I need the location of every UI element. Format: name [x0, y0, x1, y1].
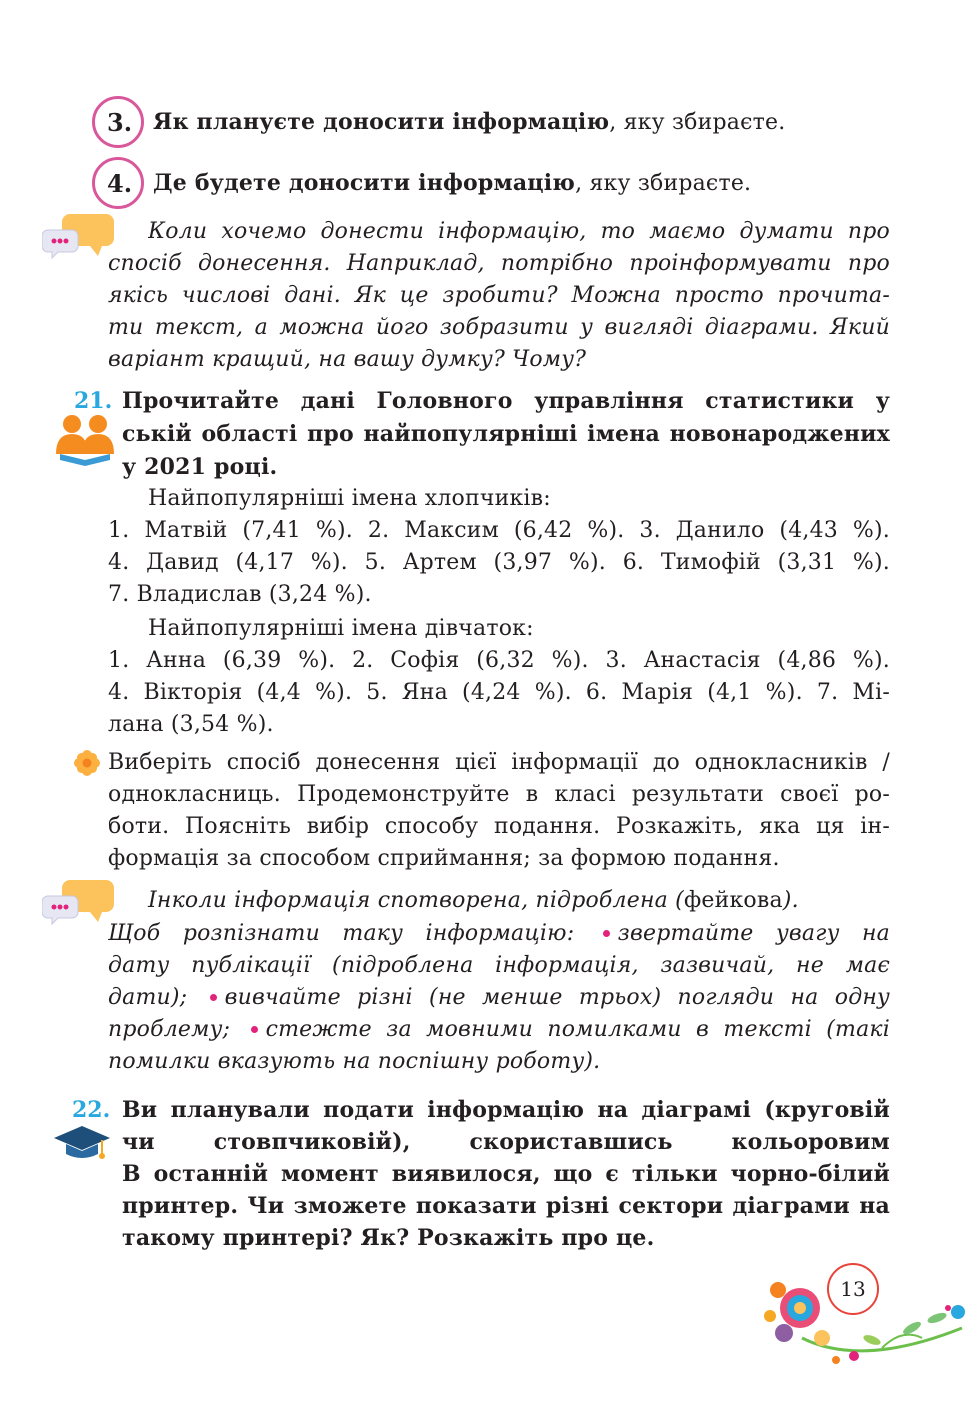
boys-names-line: 1. Матвій (7,41 %). 2. Максим (6,42 %). 3. Данило (4,43 %).: [108, 518, 890, 543]
note-1-line: спосіб донесення. Наприклад, потрібно проінформувати про: [108, 251, 890, 276]
note-2-line: [108, 1014, 890, 1046]
page-number: 13: [827, 1263, 879, 1315]
boys-names-line: 7. Владислав (3,24 %).: [108, 582, 372, 607]
task-22-line: В останній момент виявилося, що є тільки чорно-білий: [122, 1161, 890, 1187]
girls-names-line: лана (3,54 %).: [108, 712, 274, 737]
item-number: 3.: [107, 108, 133, 137]
note-2-text: Інколи інформація спотворена, підроблена (: [148, 888, 684, 913]
question-3: [153, 106, 785, 139]
task-number: 21.: [74, 388, 113, 414]
note-2-text: проблему;: [108, 1017, 231, 1042]
assignment-line: Виберіть спосіб донесення цієї інформації до однокласників /: [108, 750, 890, 775]
note-2-line: [148, 885, 799, 917]
question-4-bold: Де будете доносити інформацію: [153, 170, 576, 196]
note-1-line: Коли хочемо донести інформацію, то маємо думати про: [148, 219, 890, 244]
assignment-line: однокласниць. Продемонструйте в класі результати своєї ро-: [108, 782, 890, 807]
note-2-text: ).: [782, 888, 799, 913]
note-2-line: [108, 918, 890, 950]
flower-icon: [74, 750, 100, 776]
task-22-line: такому принтері? Як? Розкажіть про це.: [122, 1225, 655, 1251]
bullet-dot: [210, 994, 217, 1001]
task-22-line: Ви планували подати інформацію на діаграмі (круговій: [122, 1097, 890, 1123]
chat-bubbles-icon: [42, 210, 116, 262]
question-4: [153, 167, 751, 200]
question-4-rest: , яку збираєте.: [575, 171, 752, 196]
task-22-line: принтер. Чи зможете показати різні сектори діаграми на: [122, 1193, 890, 1219]
note-2-text: вивчайте різні (не менше трьох) погляди на одну: [224, 985, 890, 1010]
item-number-circle: [92, 96, 144, 148]
note-2-text: фейкова: [683, 888, 783, 913]
task-21-title-line: у 2021 році.: [122, 454, 278, 480]
bullet-dot: [251, 1026, 258, 1033]
note-2-text: стежте за мовними помилками в тексті (такі: [265, 1017, 890, 1042]
item-number-circle: [92, 157, 144, 209]
note-2-text: дати);: [108, 985, 188, 1010]
task-number: 22.: [72, 1097, 111, 1123]
note-2-line: помилки вказують на поспішну роботу).: [108, 1049, 601, 1074]
item-number: 4.: [107, 169, 133, 198]
graduation-cap-icon: [52, 1124, 112, 1164]
assignment-line: боти. Поясніть вибір способу подання. Розкажіть, яка ця ін-: [108, 814, 890, 839]
readers-icon: [52, 414, 118, 466]
note-1-line: ти текст, а можна його зобразити у вигляді діаграми. Який: [108, 315, 890, 340]
note-2-text: звертайте увагу на: [617, 921, 890, 946]
boys-heading: Найпопулярніші імена хлопчиків:: [148, 486, 551, 511]
assignment-line: формація за способом сприймання; за формою подання.: [108, 846, 780, 871]
chat-bubbles-icon: [42, 876, 116, 928]
task-21-title-line: Прочитайте дані Головного управління статистики у: [122, 388, 890, 414]
girls-heading: Найпопулярніші імена дівчаток:: [148, 616, 534, 641]
question-3-bold: Як плануєте доносити інформацію: [153, 109, 610, 135]
task-22-line: чи стовпчиковій), скориставшись кольоровим: [122, 1129, 890, 1155]
note-1-line: варіант кращий, на вашу думку? Чому?: [108, 347, 587, 372]
boys-names-line: 4. Давид (4,17 %). 5. Артем (3,97 %). 6. Тимофій (3,31 %).: [108, 550, 890, 575]
question-3-rest: , яку збираєте.: [609, 110, 786, 135]
note-2-text: Щоб розпізнати таку інформацію:: [108, 921, 575, 946]
note-2-line: дату публікації (підроблена інформація, зазвичай, не має: [108, 953, 890, 978]
note-2-line: [108, 982, 890, 1014]
bullet-dot: [603, 930, 610, 937]
task-21-title-line: ській області про найпопулярніші імена новонароджених: [122, 421, 890, 447]
note-1-line: якісь числові дані. Як це зробити? Можна просто прочита-: [108, 283, 890, 308]
girls-names-line: 1. Анна (6,39 %). 2. Софія (6,32 %). 3. Анастасія (4,86 %).: [108, 648, 890, 673]
girls-names-line: 4. Вікторія (4,4 %). 5. Яна (4,24 %). 6. Марія (4,1 %). 7. Мі-: [108, 680, 890, 705]
